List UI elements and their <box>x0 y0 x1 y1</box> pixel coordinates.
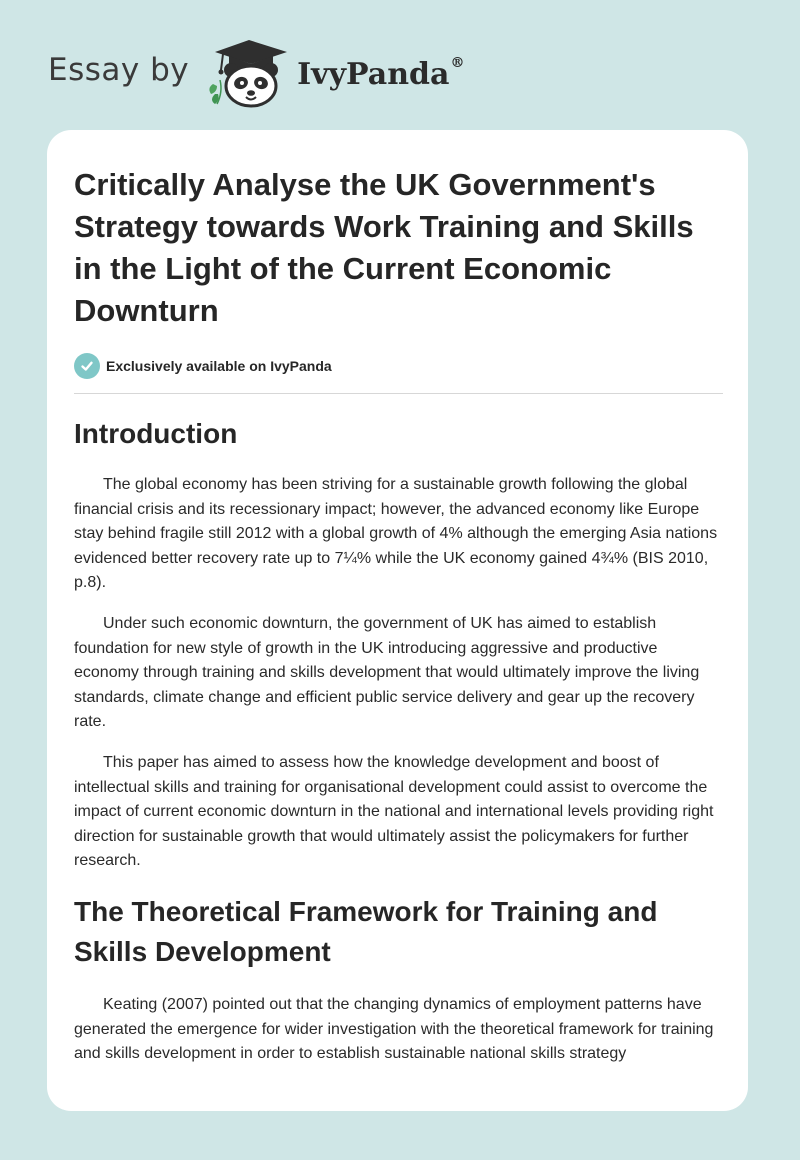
check-icon <box>74 353 100 379</box>
brand-name: IvyPanda® <box>297 54 465 92</box>
brand-header <box>48 36 464 108</box>
paragraph: Keating (2007) pointed out that the changing dynamics of employment patterns have generated the emergence for wider investigation with the theoretical framework for training and skills development in order to establish sustainable national skills strategy <box>74 995 714 1063</box>
divider <box>74 393 723 394</box>
badge-label: Exclusively available on IvyPanda <box>106 358 332 374</box>
section-heading-introduction: Introduction <box>74 418 238 449</box>
ivypanda-logo-icon[interactable] <box>203 36 293 108</box>
page-title: Critically Analyse the UK Government's Strategy towards Work Training and Skills in the Light of the Current Economic Downturn <box>74 167 694 328</box>
essay-content <box>74 164 724 1067</box>
paragraph: This paper has aimed to assess how the knowledge development and boost of intellectual skills and training for organisational development could assist to overcome the impact of current economic downturn in the national and international levels providing right direction for sustainable growth that would ultimately assist the policymakers for further research. <box>74 753 714 870</box>
section-heading-theoretical-framework: The Theoretical Framework for Training and Skills Development <box>74 895 658 967</box>
paragraph: The global economy has been striving for a sustainable growth following the global financial crisis and its recessionary impact; however, the advanced economy like Europe stay behind fragile still 2012 with a global growth of 4% although the emerging Asia nations evidenced better recovery rate up to 7¼% while the UK economy gained 4¾% (BIS 2010, p.8). <box>74 476 718 592</box>
brand-prefix: Essay by <box>48 52 190 88</box>
exclusive-badge <box>74 352 724 380</box>
essay-card <box>47 130 748 1111</box>
paragraph: Under such economic downturn, the government of UK has aimed to establish foundation for new style of growth in the UK introducing aggressive and productive economy through training and skills development that would ultimately improve the living standards, climate change and efficient public service delivery and gear up the recovery rate. <box>74 614 700 731</box>
